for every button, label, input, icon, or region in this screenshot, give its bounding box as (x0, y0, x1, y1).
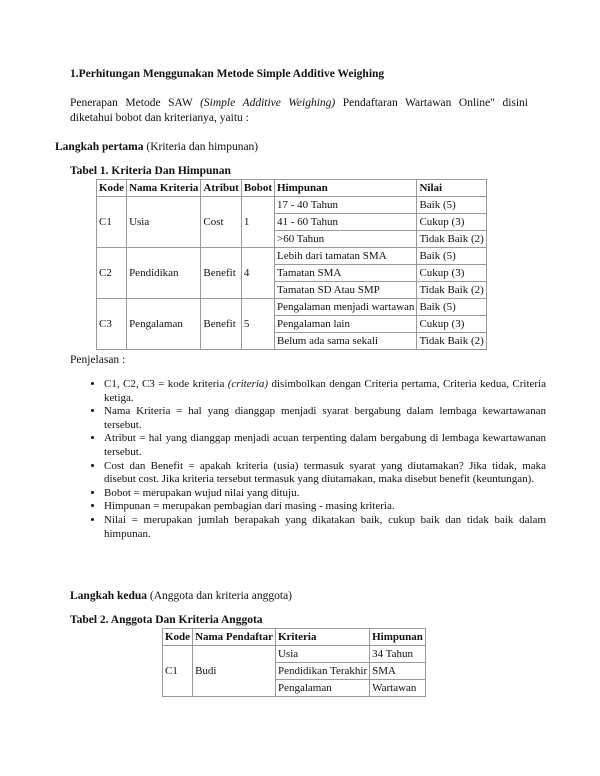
cell-nilai: Cukup (3) (417, 214, 486, 231)
cell-kriteria: Pendidikan Terakhir (275, 663, 369, 680)
step-two-rest: (Anggota dan kriteria anggota) (147, 590, 293, 602)
cell-himpunan: Wartawan (370, 680, 426, 697)
cell-kriteria: Pengalaman (275, 680, 369, 697)
table-row (97, 248, 487, 265)
cell-atribut: Benefit (201, 299, 241, 350)
cell-nilai: Baik (5) (417, 197, 486, 214)
step-two-label (70, 590, 292, 602)
cell-kode: C1 (163, 646, 193, 697)
table-row (163, 646, 426, 663)
cell-nilai: Tidak Baik (2) (417, 231, 486, 248)
col-kode: Kode (97, 180, 127, 197)
table-header-row (97, 180, 487, 197)
cell-kode: C3 (97, 299, 127, 350)
step-one-label (55, 141, 258, 153)
cell-atribut: Cost (201, 197, 241, 248)
cell-nilai: Tidak Baik (2) (417, 282, 486, 299)
col-himpunan: Himpunan (370, 629, 426, 646)
cell-himpunan: SMA (370, 663, 426, 680)
col-nilai: Nilai (417, 180, 486, 197)
list-item (104, 378, 546, 405)
cell-himpunan: Lebih dari tamatan SMA (274, 248, 416, 265)
col-atribut: Atribut (201, 180, 241, 197)
cell-atribut: Benefit (201, 248, 241, 299)
cell-bobot: 4 (241, 248, 274, 299)
cell-himpunan: Belum ada sama sekali (274, 333, 416, 350)
cell-himpunan: >60 Tahun (274, 231, 416, 248)
cell-nilai: Baik (5) (417, 248, 486, 265)
step-one-rest: (Kriteria dan himpunan) (143, 141, 259, 153)
cell-himpunan: Tamatan SD Atau SMP (274, 282, 416, 299)
col-kriteria: Kriteria (275, 629, 369, 646)
cell-nama: Usia (127, 197, 201, 248)
bullet-text-end: disimbolkan dengan Criteria pertama, Criteria kedua, Criteria ketiga. (104, 378, 546, 404)
table-header-row (163, 629, 426, 646)
list-item: • Atribut = hal yang dianggap menjadi acuan terpenting dalam bergabung di lembaga kewartawanan tersebut. (104, 432, 546, 459)
list-item: • Cost dan Benefit = apakah kriteria (usia) termasuk syarat yang diutamakan? Jika tidak, maka disebut cost. Jika kriteria tersebut termasuk yang diutamakan, maka disebut benefit (keuntungan). (104, 460, 546, 487)
cell-bobot: 1 (241, 197, 274, 248)
step-two-bold: Langkah kedua (70, 590, 148, 602)
intro-text: Penerapan Metode SAW (70, 97, 201, 109)
col-kode: Kode (163, 629, 193, 646)
table2-caption: Tabel 2. Anggota Dan Kriteria Anggota (70, 614, 263, 626)
cell-kode: C2 (97, 248, 127, 299)
cell-nilai: Tidak Baik (2) (417, 333, 486, 350)
intro-text-end: Pendaftaran Wartawan Online" disini diketahui bobot dan kriterianya, yaitu : (70, 97, 528, 124)
cell-kode: C1 (97, 197, 127, 248)
cell-nilai: Cukup (3) (417, 316, 486, 333)
list-item: • Nama Kriteria = hal yang dianggap menjadi syarat bergabung dalam lembaga kewartawanan tersebut. (104, 405, 546, 432)
cell-nama: Pengalaman (127, 299, 201, 350)
cell-himpunan: 41 - 60 Tahun (274, 214, 416, 231)
cell-himpunan: Pengalaman menjadi wartawan (274, 299, 416, 316)
explanation-list (88, 378, 546, 541)
cell-kriteria: Usia (275, 646, 369, 663)
bullet-text: C1, C2, C3 = kode kriteria (104, 378, 228, 390)
section-heading: 1.Perhitungan Menggunakan Metode Simple Additive Weighing (70, 68, 385, 80)
list-item: • Nilai = merupakan jumlah berapakah yang dikatakan baik, cukup baik dan tidak baik dalam himpunan. (104, 514, 546, 541)
cell-nama: Pendidikan (127, 248, 201, 299)
cell-nilai: Baik (5) (417, 299, 486, 316)
table-row (97, 197, 487, 214)
col-nama-pendaftar: Nama Pendaftar (193, 629, 276, 646)
table1-caption: Tabel 1. Kriteria Dan Himpunan (70, 165, 231, 177)
list-item: • Bobot = merupakan wujud nilai yang dituju. (104, 487, 546, 501)
cell-nilai: Cukup (3) (417, 265, 486, 282)
step-one-bold: Langkah pertama (55, 141, 144, 153)
cell-himpunan: 17 - 40 Tahun (274, 197, 416, 214)
col-nama-kriteria: Nama Kriteria (127, 180, 201, 197)
cell-nama: Budi (193, 646, 276, 697)
col-bobot: Bobot (241, 180, 274, 197)
cell-himpunan: Tamatan SMA (274, 265, 416, 282)
col-himpunan: Himpunan (274, 180, 416, 197)
table-row (97, 299, 487, 316)
intro-paragraph (70, 96, 528, 126)
list-item: • Himpunan = merupakan pembagian dari masing - masing kriteria. (104, 500, 546, 514)
cell-bobot: 5 (241, 299, 274, 350)
bullet-italic: (criteria) (227, 378, 269, 390)
member-table (162, 628, 426, 697)
criteria-table (96, 179, 487, 350)
cell-himpunan: 34 Tahun (370, 646, 426, 663)
cell-himpunan: Pengalaman lain (274, 316, 416, 333)
explanation-label: Penjelasan : (70, 354, 126, 366)
intro-italic: (Simple Additive Weighing) (200, 97, 336, 109)
